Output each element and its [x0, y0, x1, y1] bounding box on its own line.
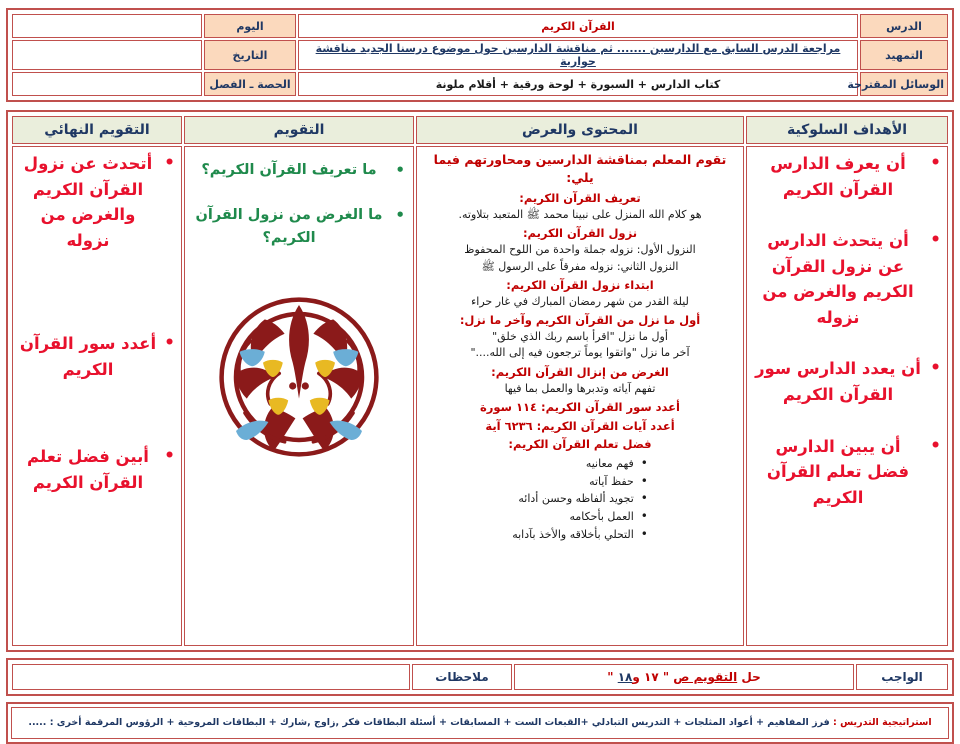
materials-label: الوسائل المقترحة [860, 72, 948, 96]
homework-suffix: " [607, 670, 618, 684]
table-row [12, 14, 948, 38]
header-evaluation: التقويم [184, 116, 414, 144]
teaching-strategy-text [28, 717, 931, 729]
homework-page-number: ١٨ [617, 670, 633, 684]
header-final-evaluation: التقويم النهائي [12, 116, 182, 144]
list-item: • أبين فضل تعلم القرآن الكريم [19, 444, 175, 495]
strategy-lead-label: استراتيجية التدريس : [829, 716, 932, 728]
header-content: المحتوى والعرض [416, 116, 744, 144]
table-row [12, 664, 948, 690]
date-value[interactable] [12, 40, 202, 70]
content-line: النزول الثاني: نزوله مفرقاً على الرسول ﷺ [481, 259, 679, 273]
islamic-arabesque-medallion-icon [209, 277, 389, 477]
homework-underlined: التقويم ص [673, 670, 738, 684]
homework-mid: " ١٧ و [632, 670, 674, 684]
content-heading-revelation: نزول القرآن الكريم: [522, 226, 638, 241]
table-row [12, 72, 948, 96]
content-line: ليلة القدر من شهر رمضان المبارك في غار حراء [471, 294, 689, 308]
teaching-strategy-box [6, 702, 954, 744]
content-heading-purpose: الغرض من إنزال القرآن الكريم: [491, 364, 669, 379]
content-line: النزول الأول: نزوله جملة واحدة من اللوح المحفوظ [464, 243, 696, 257]
final-evaluation-cell [12, 146, 182, 646]
notes-value[interactable] [12, 664, 410, 690]
list-item: • أن يتحدث الدارس عن نزول القرآن الكريم والغرض من نزوله [753, 228, 941, 330]
list-item: • أن يعرف الدارس القرآن الكريم [753, 151, 941, 202]
list-item: • أتحدث عن نزول القرآن الكريم والغرض من نزوله [19, 151, 175, 253]
content-heading-suras-count: أعدد سور القرآن الكريم: ١١٤ سورة [480, 400, 680, 415]
homework-prefix: حل [737, 670, 761, 684]
header-objectives: الأهداف السلوكية [746, 116, 948, 144]
content-heading-beginning: ابتداء نزول القرآن الكريم: [506, 278, 654, 293]
list-item: • التحلي بأخلاقه والأخذ بآدابه [512, 526, 648, 544]
day-label: اليوم [204, 14, 296, 38]
list-item: • أن يعدد الدارس سور القرآن الكريم [753, 356, 941, 407]
lesson-header-table [6, 8, 954, 102]
lesson-value[interactable]: القرآن الكريم [298, 14, 858, 38]
intro-text: مراجعة الدرس السابق مع الدارسين ....... ثم مناقشة الدارسين حول موضوع درسنا الجديد مناقشة حوارية [315, 42, 841, 68]
list-item: • ما تعريف القرآن الكريم؟ [191, 159, 407, 182]
objectives-cell [746, 146, 948, 646]
content-heading-virtue: فضل تعلم القرآن الكريم: [508, 437, 652, 452]
lesson-body-table [6, 110, 954, 652]
homework-value[interactable] [514, 664, 854, 690]
evaluation-question-list [191, 159, 407, 251]
intro-label: التمهيد [860, 40, 948, 70]
day-value[interactable] [12, 14, 202, 38]
column-header-row [12, 116, 948, 144]
list-item: • العمل بأحكامه [512, 508, 648, 526]
final-evaluation-list [19, 151, 175, 496]
content-cell [416, 146, 744, 646]
period-class-label: الحصة ـ الفصل [204, 72, 296, 96]
period-class-value[interactable] [12, 72, 202, 96]
list-item: • فهم معانيه [512, 455, 648, 473]
content-line: آخر ما نزل "واتقوا يوماً ترجعون فيه إلى الله...." [470, 346, 690, 360]
content-line: هو كلام الله المنزل على نبينا محمد ﷺ المتعبد بتلاوته. [458, 207, 702, 221]
list-item: • أن يبين الدارس فضل تعلم القرآن الكريم [753, 434, 941, 511]
content-heading-verses-count: أعدد آيات القرآن الكريم: ٦٢٣٦ آية [485, 418, 675, 433]
lesson-label: الدرس [860, 14, 948, 38]
column-body-row [12, 146, 948, 646]
homework-table [6, 658, 954, 696]
content-intro: تقوم المعلم بمناقشة الدارسين ومحاورتهم فيما يلي: [433, 152, 727, 186]
table-row [12, 40, 948, 70]
content-heading-definition: تعريف القرآن الكريم: [519, 191, 641, 206]
date-label: التاريخ [204, 40, 296, 70]
list-item: • حفظ آياته [512, 473, 648, 491]
content-bullet-list [512, 455, 648, 543]
materials-value[interactable]: كتاب الدارس + السبورة + لوحة ورقية + أقلام ملونة [298, 72, 858, 96]
intro-value[interactable] [298, 40, 858, 70]
homework-label: الواجب [856, 664, 948, 690]
content-heading-first-last: أول ما نزل من القرآن الكريم وآخر ما نزل: [459, 313, 701, 328]
list-item: • أعدد سور القرآن الكريم [19, 331, 175, 382]
notes-label: ملاحظات [412, 664, 512, 690]
list-item: • تجويد ألفاظه وحسن أدائه [512, 490, 648, 508]
content-line: تفهم آياته وتدبرها والعمل بما فيها [504, 381, 656, 395]
objectives-list [753, 151, 941, 510]
evaluation-cell [184, 146, 414, 646]
list-item: • ما الغرض من نزول القرآن الكريم؟ [191, 204, 407, 250]
ornament-container [191, 277, 407, 477]
strategy-body: فرز المفاهيم + أعواد المثلجات + التدريس التبادلي +القبعات الست + المسابقات + أسئلة البطاقات فكر ,زاوج ,شارك + البطاقات المروحية + الرؤوس المرقمة أخرى : ..... [28, 716, 830, 728]
content-line: أول ما نزل "اقرأ باسم ربك الذي خلق" [492, 329, 668, 343]
